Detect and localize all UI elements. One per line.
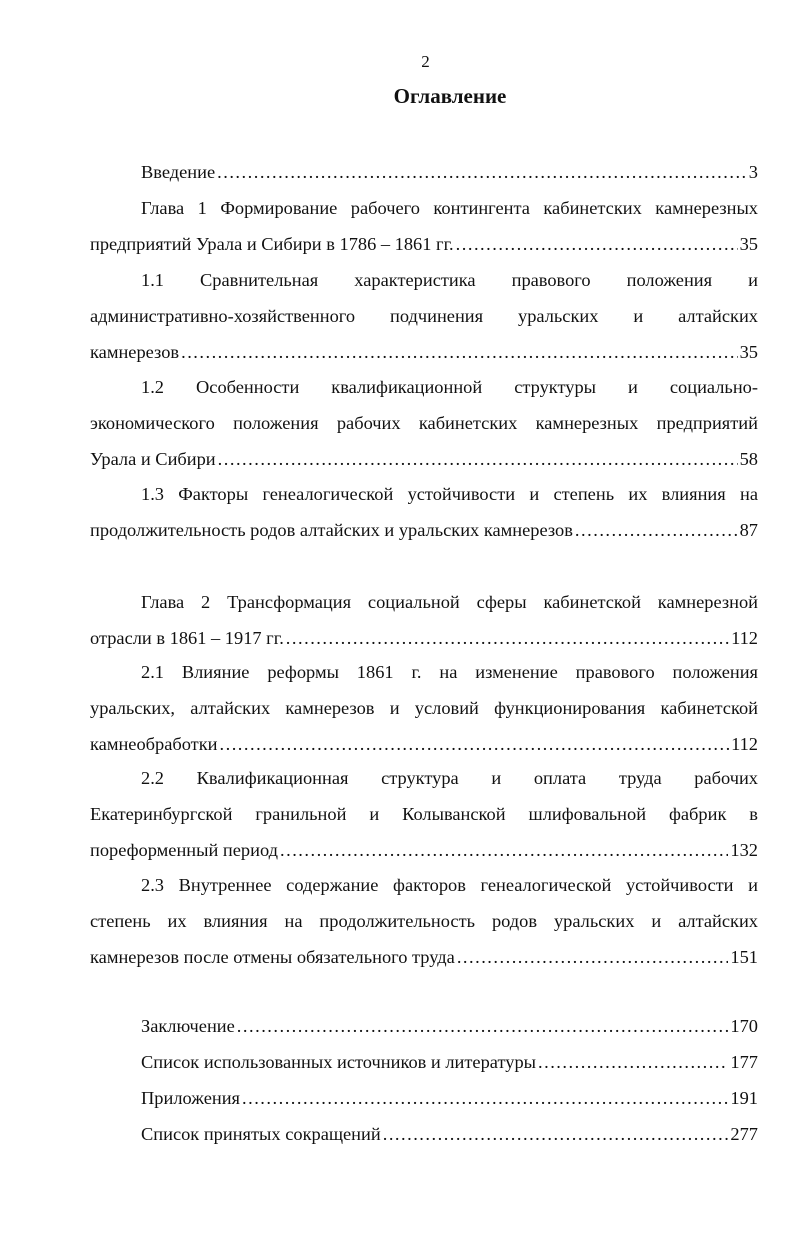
toc-label: Заключение	[141, 1016, 235, 1036]
toc-text-line: Урала и Сибири	[90, 449, 216, 469]
leader-dots	[218, 441, 738, 477]
leader-dots	[286, 620, 729, 656]
toc-section-1-3[interactable]	[90, 476, 758, 548]
toc-section-2-1[interactable]	[90, 654, 758, 762]
toc-text-line: 1.2 Особенности квалификационной структуры и социально-	[141, 377, 758, 397]
toc-text-line: административно-хозяйственного подчинения уральских и алтайских	[90, 306, 758, 326]
toc-page-number: 277	[730, 1124, 758, 1144]
toc-label: Список использованных источников и литературы	[141, 1052, 537, 1072]
leader-dots	[242, 1080, 728, 1116]
toc-section-2-2[interactable]	[90, 760, 758, 868]
toc-page-number: 35	[739, 234, 758, 254]
toc-text-line: отрасли в 1861 – 1917 гг.	[90, 628, 284, 648]
toc-sources[interactable]	[90, 1044, 758, 1080]
leader-dots	[456, 226, 738, 262]
toc-page-number: 112	[731, 628, 758, 648]
toc-text-line: камнерезов	[90, 342, 180, 362]
toc-intro[interactable]	[90, 154, 758, 190]
toc-page-number: 132	[730, 840, 758, 860]
leader-dots	[538, 1044, 728, 1080]
page-title: Оглавление	[393, 84, 507, 108]
toc-page-number: 151	[730, 947, 758, 967]
toc-chapter-1[interactable]	[90, 190, 758, 262]
toc-section-1-1[interactable]	[90, 262, 758, 370]
toc-text-line: экономического положения рабочих кабинетских камнерезных предприятий	[90, 413, 758, 433]
toc-page-number: 170	[730, 1016, 758, 1036]
toc-section-1-2[interactable]	[90, 369, 758, 477]
toc-text-line: пореформенный период	[90, 840, 278, 860]
toc-text-line: камнеобработки	[90, 734, 218, 754]
toc-page-number: 35	[739, 342, 758, 362]
leader-dots	[217, 154, 747, 190]
toc-section-2-3[interactable]	[90, 867, 758, 975]
toc-label: Список принятых сокращений	[141, 1124, 381, 1144]
leader-dots	[280, 832, 728, 868]
leader-dots	[220, 726, 730, 762]
toc-page-number: 3	[748, 162, 758, 182]
toc-page-number: 112	[731, 734, 758, 754]
toc-text-line: уральских, алтайских камнерезов и условий функционирования кабинетской	[90, 698, 758, 718]
toc-text-line: Глава 2 Трансформация социальной сферы кабинетской камнерезной	[141, 592, 758, 612]
toc-page-number: 58	[739, 449, 758, 469]
leader-dots	[181, 334, 738, 370]
leader-dots	[575, 512, 738, 548]
toc-label: Введение	[141, 162, 216, 182]
toc-chapter-2[interactable]	[90, 584, 758, 656]
toc-text-line: 1.3 Факторы генеалогической устойчивости и степень их влияния на	[141, 484, 758, 504]
toc-text-line: предприятий Урала и Сибири в 1786 – 1861 гг.	[90, 234, 454, 254]
toc-text-line: 1.1 Сравнительная характеристика правового положения и	[141, 270, 758, 290]
leader-dots	[457, 939, 729, 975]
toc-text-line: 2.3 Внутреннее содержание факторов генеалогической устойчивости и	[141, 875, 758, 895]
toc-text-line: камнерезов после отмены обязательного труда	[90, 947, 455, 967]
toc-conclusion[interactable]	[90, 1008, 758, 1044]
toc-text-line: 2.1 Влияние реформы 1861 г. на изменение правового положения	[141, 662, 758, 682]
toc-page-number: 177	[730, 1052, 758, 1072]
toc-text-line: 2.2 Квалификационная структура и оплата труда рабочих	[141, 768, 758, 788]
toc-page-number: 191	[730, 1088, 758, 1108]
toc-abbreviations[interactable]	[90, 1116, 758, 1152]
toc-text-line: продолжительность родов алтайских и уральских камнерезов	[90, 520, 573, 540]
toc-text-line: Глава 1 Формирование рабочего контингента кабинетских камнерезных	[141, 198, 758, 218]
toc-page-number: 87	[739, 520, 758, 540]
page-number: 2	[421, 52, 430, 71]
toc-label: Приложения	[141, 1088, 241, 1108]
toc-text-line: степень их влияния на продолжительность родов уральских и алтайских	[90, 911, 758, 931]
toc-appendices[interactable]	[90, 1080, 758, 1116]
toc-text-line: Екатеринбургской гранильной и Колыванской шлифовальной фабрик в	[90, 804, 758, 824]
leader-dots	[383, 1116, 729, 1152]
leader-dots	[237, 1008, 729, 1044]
